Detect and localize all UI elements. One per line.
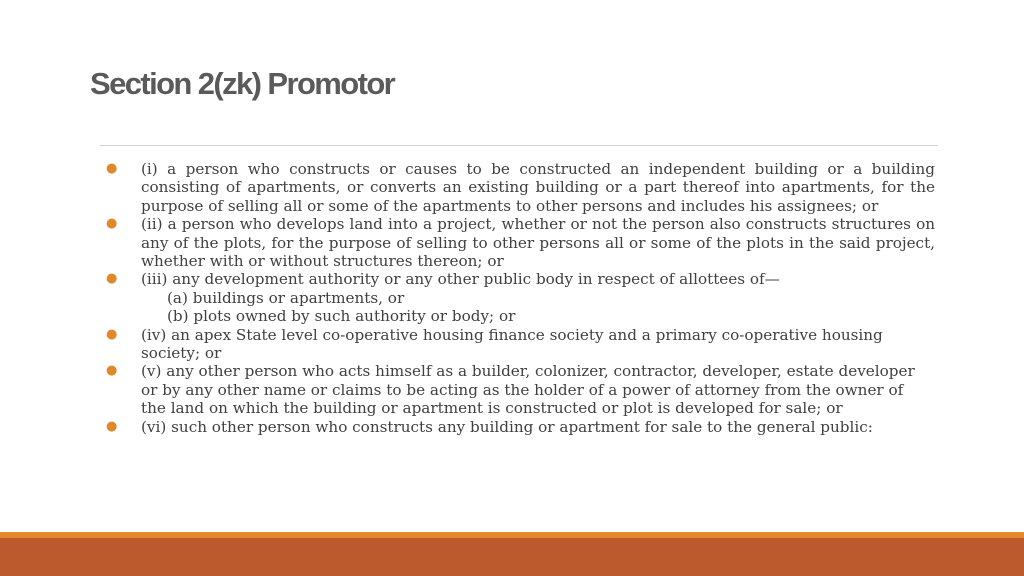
list-item-text: (v) any other person who acts himself as a builder, colonizer, contractor, developer, estate developer or by any other name or claims to be acting as the holder of a power of attorney from the owner of the land on which the building or apartment is constructed or plot is developed for sale; or [141,362,915,418]
bullet-icon: ● [106,216,118,232]
bullet-icon: ● [106,271,118,287]
sub-item: (b) plots owned by such authority or body; or [167,307,516,326]
list-item [104,418,935,436]
bullet-icon: ● [106,326,118,342]
sub-item: (a) buildings or apartments, or [167,288,405,307]
list-item [104,215,935,270]
bullet-icon: ● [106,161,118,176]
list-item-text: (iv) an apex State level co-operative housing finance society and a primary co-operative housing society; or [141,325,883,363]
list-item-text: (iii) any development authority or any other public body in respect of allottees of— [141,270,780,289]
list-item [104,362,931,417]
footer-band [0,538,1024,576]
title-divider [100,145,938,146]
list-item-text: (i) a person who constructs or causes to be constructed an independent building or a building consisting of apartments, or converts an existing building or a part thereof into apartments, for the purpose of selling all or some of the apartments to other persons and includes his assignees; or [141,160,935,215]
list-item [104,270,935,325]
list-item [104,160,935,215]
list-item-text: (ii) a person who develops land into a project, whether or not the person also constructs structures on any of the plots, for the purpose of selling to other persons all or some of the plots in the said project, whether with or without structures thereon; or [141,215,935,271]
list-item-text: (vi) such other person who constructs any building or apartment for sale to the general public: [141,417,873,436]
slide-title: Section 2(zk) Promotor [90,66,395,101]
bullet-icon: ● [106,363,118,379]
list-item [104,326,901,363]
promotor-definition-list [104,160,935,436]
bullet-icon: ● [106,418,118,434]
